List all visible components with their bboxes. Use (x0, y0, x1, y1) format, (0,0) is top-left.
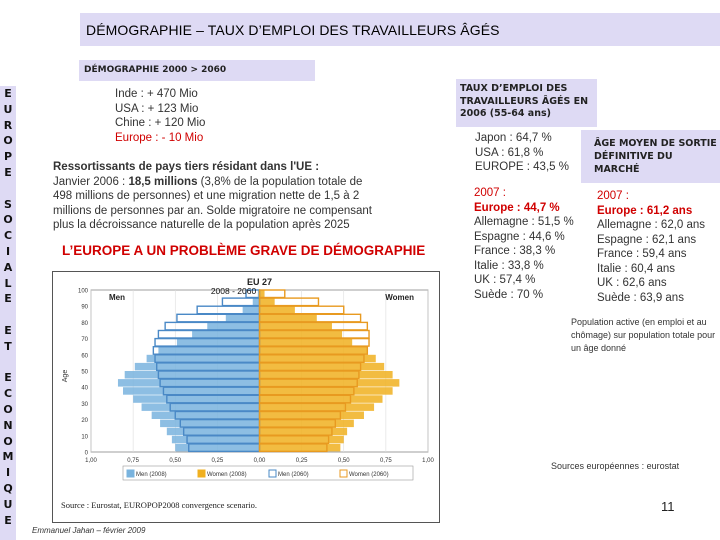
x-tick-label: 0,50 (169, 458, 182, 464)
y-tick-label: 90 (81, 304, 88, 311)
bar-women-2008 (260, 395, 383, 403)
side-letter (6, 307, 10, 323)
x-tick-label: 0,75 (127, 458, 139, 464)
bar-women-2008 (260, 347, 368, 355)
legend-label: Women (2008) (207, 472, 247, 478)
demography-heading: DÉMOGRAPHIE 2000 > 2060 (79, 60, 315, 81)
employment-2007-europe: Europe : 44,7 % (474, 201, 560, 214)
women-label: Women (385, 293, 414, 302)
bar-men-2008 (160, 420, 259, 428)
exit-age-2007-item: Italie : 60,4 ans (597, 262, 675, 275)
side-letter (6, 181, 10, 197)
side-letter: U (3, 497, 13, 511)
employment-2007-item: Suède : 70 % (474, 288, 544, 301)
bar-men-2008 (226, 314, 260, 322)
bar-men-2008 (158, 347, 259, 355)
employment-2006-item: EUROPE : 43,5 % (475, 161, 569, 173)
side-letter: T (4, 339, 12, 353)
side-letter: P (3, 150, 13, 164)
employment-2007-item: France : 38,3 % (474, 245, 556, 257)
exit-age-2007-list (597, 189, 705, 305)
side-letter: E (4, 323, 12, 337)
x-tick-label: 1,00 (422, 458, 434, 464)
migration-details: (3,8% de la population totale de 498 millions de personnes) et une migration nette de 1,5 à 2 millions de personnes par an. Solde migratoire ne compensant plus la décroissance naturelle de la population après 2025 (53, 175, 372, 231)
y-axis-label: Age (62, 369, 69, 383)
bar-women-2008 (260, 322, 332, 330)
y-tick-label: 50 (81, 369, 88, 376)
bar-women-2008 (260, 387, 393, 395)
legend-swatch (127, 470, 134, 477)
bar-men-2008 (147, 355, 260, 363)
side-letter: S (4, 197, 12, 211)
activity-rate-note: Population active (en emploi et au chômage) sur population totale pour un âge donné (571, 317, 716, 353)
exit-age-2007-item: Espagne : 62,1 ans (597, 233, 697, 246)
men-label: Men (109, 293, 125, 302)
y-tick-label: 80 (81, 320, 88, 327)
migration-paragraph (53, 160, 375, 233)
exit-age-2007-year: 2007 : (597, 190, 629, 202)
bar-men-2008 (118, 379, 260, 387)
employment-2006-item: USA : 61,8 % (475, 146, 544, 159)
bar-women-2008 (260, 371, 393, 379)
side-letter: C (3, 387, 13, 401)
bar-women-2008 (260, 428, 348, 436)
side-letter: N (3, 418, 13, 432)
side-letter: R (3, 118, 13, 132)
bar-women-2008 (260, 314, 317, 322)
legend-label: Men (2060) (278, 472, 309, 478)
bar-men-2008 (172, 436, 260, 444)
y-tick-label: 100 (77, 288, 88, 295)
exit-age-2007-item: Allemagne : 62,0 ans (597, 219, 706, 231)
bar-women-2008 (260, 363, 385, 371)
bar-men-2008 (152, 412, 260, 420)
x-tick-label: 0,00 (253, 458, 266, 464)
bar-men-2008 (135, 363, 260, 371)
side-letter: A (3, 260, 13, 274)
x-tick-label: 0,25 (211, 458, 224, 464)
legend-swatch (198, 470, 205, 477)
population-item-usa: USA : + 123 Mio (115, 102, 199, 115)
side-letter: O (3, 213, 13, 227)
bar-men-2008 (123, 387, 259, 395)
migration-count: 18,5 millions (128, 175, 198, 188)
employment-2007-item: UK : 57,4 % (474, 274, 536, 286)
bar-women-2008 (260, 355, 376, 363)
y-tick-label: 60 (81, 353, 88, 360)
slide-title: DÉMOGRAPHIE – TAUX D’EMPLOI DES TRAVAILLEURS ÂGÉS (86, 21, 500, 38)
side-letter: L (4, 276, 12, 290)
population-item-europe: Europe : - 10 Mio (115, 131, 204, 144)
employment-rate-heading: TAUX D’EMPLOI DES TRAVAILLEURS ÂGÉS EN 2006 (55-64 ans) (456, 79, 597, 127)
population-item-india: Inde : + 470 Mio (115, 88, 198, 100)
exit-age-2007-item: France : 59,4 ans (597, 248, 687, 260)
migration-date: Janvier 2006 : (53, 175, 129, 188)
pyramid-svg (53, 272, 439, 522)
bar-men-2008 (243, 306, 260, 314)
x-tick-label: 1,00 (85, 458, 97, 464)
employment-2006-list (475, 131, 569, 175)
population-growth-list (115, 87, 205, 145)
legend-label: Women (2060) (349, 472, 389, 478)
side-letter: U (3, 102, 13, 116)
side-letter (6, 355, 10, 371)
bar-women-2008 (260, 339, 353, 347)
y-tick-label: 20 (81, 418, 88, 425)
side-letter: M (2, 450, 14, 464)
side-letter: O (3, 134, 13, 148)
sources-note: Sources européennes : eurostat (551, 461, 680, 471)
bar-men-2008 (253, 298, 260, 306)
side-letter: E (4, 292, 12, 306)
bar-men-2008 (125, 371, 260, 379)
population-item-china: Chine : + 120 Mio (115, 117, 206, 129)
bar-men-2008 (192, 331, 259, 339)
migration-text (53, 175, 375, 233)
employment-2007-item: Espagne : 44,6 % (474, 230, 565, 243)
legend-label: Men (2008) (136, 472, 167, 478)
exit-age-2007-item: Suède : 63,9 ans (597, 291, 684, 304)
y-tick-label: 70 (81, 337, 88, 344)
legend-swatch (269, 470, 276, 477)
vertical-side-label (0, 86, 16, 540)
bar-women-2008 (260, 436, 344, 444)
exit-age-2007-europe: Europe : 61,2 ans (597, 204, 693, 217)
bar-men-2008 (177, 339, 260, 347)
demography-problem-headline: L’EUROPE A UN PROBLÈME GRAVE DE DÉMOGRAPHIE (62, 243, 426, 258)
bar-men-2008 (133, 395, 259, 403)
population-pyramid-chart (52, 271, 440, 523)
side-letter: I (5, 466, 11, 480)
side-letter: Q (3, 481, 13, 495)
bar-women-2008 (260, 403, 375, 411)
y-tick-label: 30 (81, 401, 88, 408)
employment-2007-list (474, 186, 574, 302)
bar-men-2008 (167, 428, 260, 436)
side-letter: I (5, 244, 11, 258)
side-letter: E (4, 165, 12, 179)
bar-women-2008 (260, 290, 265, 298)
bar-women-2008 (260, 306, 295, 314)
author-footer: Emmanuel Jahan – février 2009 (32, 526, 146, 535)
x-tick-label: 0,50 (337, 458, 350, 464)
y-tick-label: 10 (81, 434, 88, 441)
slide-title-bar (80, 13, 720, 46)
bar-men-2008 (142, 403, 260, 411)
employment-2007-item: Italie : 33,8 % (474, 259, 544, 272)
bar-men-2008 (207, 322, 259, 330)
side-letter: E (4, 87, 12, 100)
bar-women-2008 (260, 420, 354, 428)
y-tick-label: 40 (81, 385, 88, 392)
y-tick-label: 0 (84, 450, 88, 457)
page-number: 11 (661, 499, 675, 514)
bar-women-2008 (260, 412, 364, 420)
chart-source: Source : Eurostat, EUROPOP2008 convergence scenario. (61, 500, 258, 510)
x-tick-label: 0,25 (295, 458, 308, 464)
chart-title: EU 27 (246, 277, 273, 287)
exit-age-heading: ÂGE MOYEN DE SORTIE DÉFINITIVE DU MARCHÉ (581, 130, 720, 183)
bar-women-2008 (260, 298, 275, 306)
migration-heading: Ressortissants de pays tiers résidant dans l'UE : (53, 161, 320, 173)
chart-subtitle: 2008 - 2060 (210, 286, 257, 296)
side-letter: O (3, 434, 13, 448)
bar-women-2008 (260, 379, 400, 387)
employment-2006-item: Japon : 64,7 % (475, 132, 552, 144)
side-letter: C (3, 229, 13, 243)
side-letter: E (4, 371, 12, 385)
bar-women-2008 (260, 331, 343, 339)
x-tick-label: 0,75 (380, 458, 392, 464)
employment-2007-year: 2007 : (474, 187, 506, 199)
employment-2007-item: Allemagne : 51,5 % (474, 216, 574, 228)
exit-age-2007-item: UK : 62,6 ans (597, 277, 667, 289)
bar-women-2008 (260, 444, 341, 452)
side-letter: O (3, 402, 13, 416)
legend-swatch (340, 470, 347, 477)
bar-men-2008 (175, 444, 259, 452)
side-letter: E (4, 513, 12, 527)
